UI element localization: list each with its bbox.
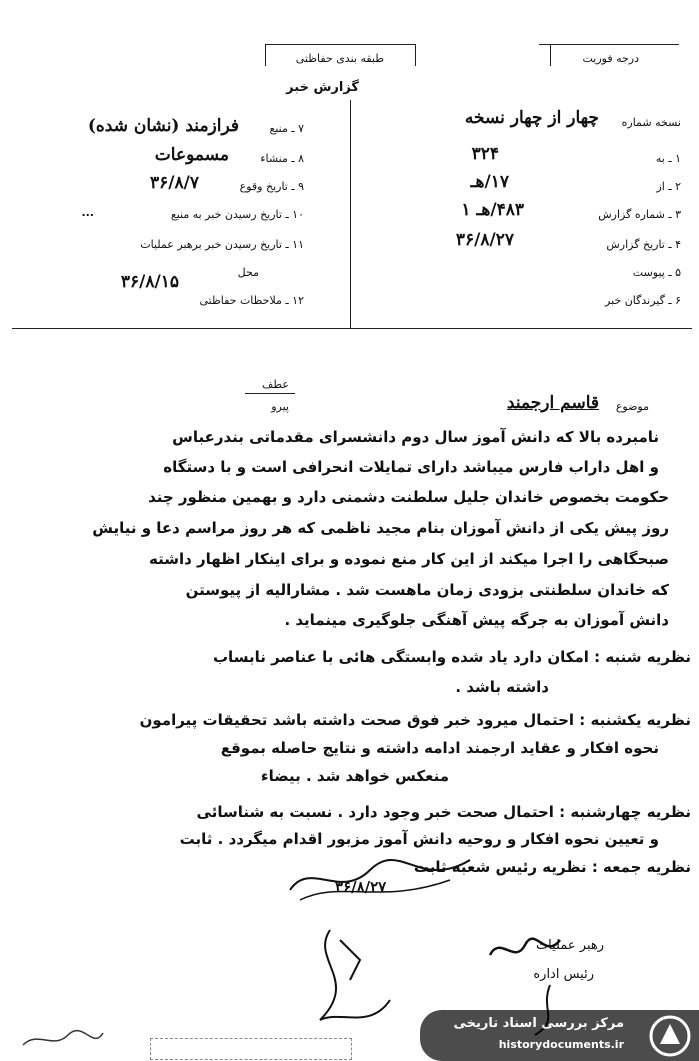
- copy-number-label: نسخه شماره: [621, 116, 681, 129]
- body-line: روز پیش یکی از دانش آموزان بنام مجید ناظمی که هر روز مراسم دعا و نیایش: [92, 519, 669, 537]
- page-title: گزارش خبر: [286, 80, 359, 95]
- note-line: منعکس خواهد شد . بیضاء: [260, 767, 449, 785]
- field-origin-label: ۸ ـ منشاء: [260, 152, 304, 165]
- atf-divider: [245, 393, 295, 394]
- priority-box-edge: [550, 44, 551, 66]
- field-report-date-label: ۴ ـ تاریخ گزارش: [606, 238, 681, 251]
- boss-label: رئیس اداره: [533, 967, 594, 982]
- field-place-label: محل: [237, 266, 259, 279]
- body-line: حکومت بخصوص خاندان جلیل سلطنت دشمنی دارد و بهمین منظور چند: [148, 488, 669, 506]
- note-line: نظریه شنبه : امکان دارد یاد شده وابستگی هائی با عناصر نابساب: [212, 648, 691, 666]
- field-report-number-value: ۴۸۳/هـ ۱: [461, 200, 524, 220]
- field-from-value: ۱۷/هـ: [470, 172, 509, 192]
- field-origin-value: مسموعات: [154, 145, 229, 165]
- field-occurrence-date-label: ۹ ـ تاریخ وقوع: [239, 180, 304, 193]
- classification-label: طبقه بندی حفاظتی: [295, 52, 384, 65]
- note-line: و تعیین نحوه افکار و روحیه دانش آموز مزبور اقدام میگردد . ثابت: [179, 830, 659, 848]
- field-recipients-label: ۶ ـ گیرندگان خبر: [605, 294, 681, 307]
- field-attachment-label: ۵ ـ پیوست: [632, 266, 681, 279]
- body-line: و اهل داراب فارس میباشد دارای تمایلات انحرافی است و با دستگاه: [163, 458, 659, 476]
- field-source-label: ۷ ـ منبع: [269, 122, 304, 135]
- note-line: نحوه افکار و عقاید ارجمند ادامه داشته و نتایج حاصله بموقع: [220, 739, 659, 757]
- field-security-notes-label: ۱۲ ـ ملاحظات حفاظتی: [199, 294, 304, 307]
- subject-label: موضوع: [615, 400, 649, 413]
- body-line: نامبرده بالا که دانش آموز سال دوم دانشسرای مقدماتی بندرعباس: [172, 428, 659, 446]
- field-place-value: ۳۶/۸/۱۵: [120, 272, 179, 292]
- field-source-arrival-label: ۱۰ ـ تاریخ رسیدن خبر به منبع: [170, 208, 304, 221]
- field-occurrence-date-value: ۳۶/۸/۷: [150, 173, 199, 193]
- field-to-value: ۳۲۴: [471, 144, 499, 164]
- field-source-arrival-value: ...: [81, 206, 94, 219]
- watermark-logo-icon: [648, 1014, 692, 1058]
- note-line: نظریه جمعه : نظریه رئیس شعبه ثابت: [413, 858, 691, 876]
- field-to-label: ۱ ـ به: [655, 152, 681, 165]
- field-report-number-label: ۳ ـ شماره گزارش: [598, 208, 681, 221]
- field-from-label: ۲ ـ از: [656, 180, 681, 193]
- atf-label: عطف: [262, 378, 289, 391]
- body-line: صبحگاهی را اجرا میکند از این کار منع نموده و برای اینکار اظهار داشته: [148, 550, 669, 568]
- note-line: نظریه چهارشنبه : احتمال صحت خبر وجود دارد . نسبت به شناسائی: [196, 803, 691, 821]
- field-leader-arrival-label: ۱۱ ـ تاریخ رسیدن خبر برهبر عملیات: [140, 238, 304, 251]
- handwritten-signature-icon: [300, 920, 410, 1040]
- classification-box-right: [415, 44, 416, 66]
- subject-value: قاسم ارجمند: [506, 393, 599, 413]
- center-divider: [350, 100, 351, 328]
- copy-number-value: چهار از چهار نسخه: [464, 108, 599, 128]
- header-bottom-divider: [12, 328, 692, 329]
- stamp-outline: [150, 1038, 352, 1060]
- note-line: نظریه یکشنبه : احتمال میرود خبر فوق صحت داشته باشد تحقیقات پیرامون: [139, 711, 691, 729]
- field-report-date-value: ۳۶/۸/۲۷: [455, 230, 514, 250]
- signature-date: ۳۶/۸/۲۷: [335, 878, 387, 896]
- peyro-label: پیرو: [271, 400, 289, 413]
- priority-divider: [539, 44, 679, 45]
- leader-signature-icon: [485, 930, 565, 970]
- body-line: دانش آموزان به جرگه پیش آهنگی جلوگیری مینماید .: [284, 611, 669, 629]
- watermark-url: historydocuments.ir: [498, 1038, 624, 1051]
- margin-scribble-icon: [18, 1025, 108, 1055]
- priority-label: درجه فوریت: [582, 52, 639, 65]
- note-line: داشته باشد .: [455, 678, 549, 696]
- classification-box-left: [265, 44, 266, 66]
- watermark-title: مرکز بررسی اسناد تاریخی: [453, 1016, 624, 1031]
- leader-label: رهبر عملیات: [535, 938, 604, 953]
- classification-divider: [265, 44, 415, 45]
- field-source-value: فرازمند (نشان شده): [87, 116, 239, 136]
- body-line: که خاندان سلطنتی بزودی زمان ماهست شد . مشارالیه از پیوستن: [185, 581, 669, 599]
